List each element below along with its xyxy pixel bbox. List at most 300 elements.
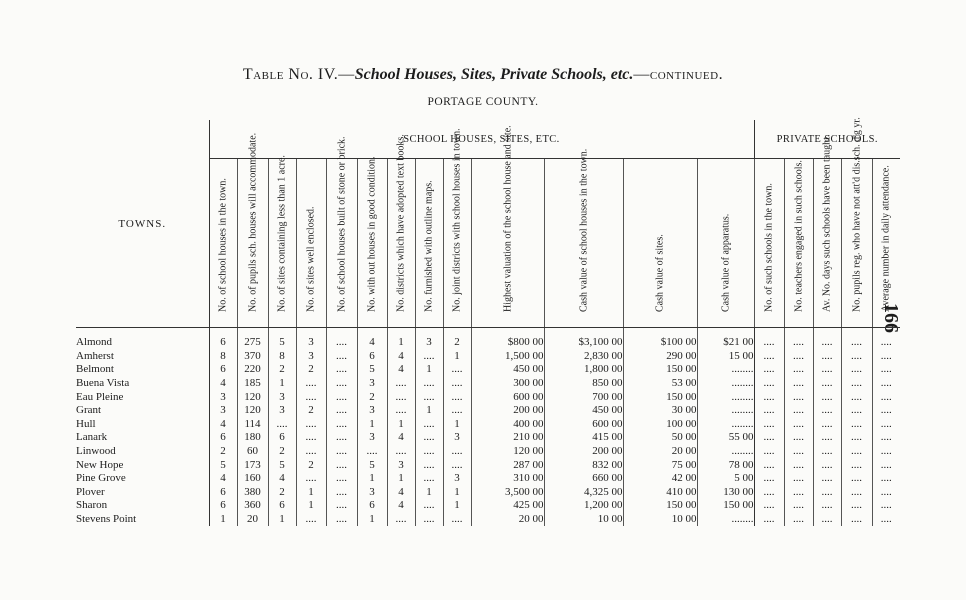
column-header [754,159,784,328]
table-cell: 1 [415,404,443,418]
table-cell: 1 [357,418,387,432]
column-header [387,134,415,328]
table-cell: .... [872,431,900,445]
column-header-label: No. of school houses built of stone or brick. [336,136,347,312]
group-header-school-houses: SCHOOL HOUSES, SITES, ETC. [209,120,754,159]
table-cell: .... [754,431,784,445]
table-cell: 832 00 [544,458,623,472]
table-row [76,445,900,459]
table-cell: .... [872,513,900,527]
column-header-label: Average number in daily attendance. [880,165,892,312]
table-cell: .... [841,377,872,391]
column-header [296,159,326,328]
table-cell: .... [326,328,357,350]
table-cell: .... [841,350,872,364]
table-cell: .... [326,486,357,500]
table-cell: 5 00 [697,472,754,486]
table-cell: .... [784,486,813,500]
table-cell: 3 [268,404,296,418]
table-row [76,390,900,404]
table-cell: .... [784,404,813,418]
table-cell: .... [813,350,841,364]
table-cell: 2 [209,445,237,459]
table-cell: 1 [296,486,326,500]
column-header-label: Cash value of apparatus. [720,213,731,312]
table-cell: .... [268,418,296,432]
table-cell: .... [813,458,841,472]
table-cell: 290 00 [623,350,697,364]
table-cell: ........ [697,377,754,391]
table-cell: .... [872,377,900,391]
table-cell: .... [296,472,326,486]
table-cell: .... [841,499,872,513]
table-cell: 210 00 [471,431,544,445]
table-cell: .... [296,377,326,391]
table-cell: 1 [387,328,415,350]
table-cell: 3 [268,390,296,404]
table-cell: .... [443,363,471,377]
table-cell: ........ [697,513,754,527]
table-cell: 3 [443,431,471,445]
table-cell: 120 [237,390,268,404]
table-cell: .... [841,390,872,404]
column-header-label: No. pupils reg. who have not att'd dis.sch. d'g yr. [851,117,862,312]
table-cell: 180 [237,431,268,445]
table-cell: 3 [357,404,387,418]
table-cell: 3 [415,328,443,350]
table-cell: $800 00 [471,328,544,350]
table-cell: 310 00 [471,472,544,486]
table-cell: 287 00 [471,458,544,472]
table-cell: .... [387,377,415,391]
table-cell: 4,325 00 [544,486,623,500]
table-cell: 1 [443,350,471,364]
table-cell: .... [872,390,900,404]
table-cell: .... [415,390,443,404]
table-cell: .... [415,513,443,527]
table-cell: 6 [209,499,237,513]
column-header [697,159,754,328]
table-cell: 1 [268,377,296,391]
table-cell: 220 [237,363,268,377]
table-cell: 100 00 [623,418,697,432]
table-cell: 6 [209,431,237,445]
table-cell: 4 [387,350,415,364]
table-cell: 8 [209,350,237,364]
table-cell: 1 [357,513,387,527]
table-cell: .... [415,445,443,459]
table-cell: 5 [357,363,387,377]
table-cell: .... [784,418,813,432]
table-row [76,486,900,500]
table-cell: 6 [357,350,387,364]
table-cell: .... [415,377,443,391]
table-cell: .... [872,350,900,364]
table-cell: .... [813,486,841,500]
table-cell: .... [813,499,841,513]
table-cell: 200 00 [544,445,623,459]
table-cell: 2 [268,486,296,500]
town-name: Almond [76,328,209,350]
table-cell: .... [326,404,357,418]
table-cell: .... [754,328,784,350]
table-cell: .... [387,404,415,418]
table-cell: 1 [443,486,471,500]
table-cell: 1,200 00 [544,499,623,513]
column-header [784,159,813,328]
title-italic: School Houses, Sites, Private Schools, etc. [354,66,634,83]
column-header [471,125,544,328]
table-cell: .... [296,445,326,459]
town-name: Sharon [76,499,209,513]
table-cell: 3 [209,404,237,418]
table-cell: .... [784,328,813,350]
column-header-label: No. with out houses in good condition. [366,156,378,312]
column-header-label: No. joint districts with school houses in town. [451,128,463,312]
table-cell: 700 00 [544,390,623,404]
table-row [76,513,900,527]
column-header-label: No. furnished with outline maps. [423,180,435,312]
table-cell: 2,830 00 [544,350,623,364]
table-cell: 1 [357,472,387,486]
table-cell: 5 [209,458,237,472]
column-header [872,159,902,333]
table-cell: 130 00 [697,486,754,500]
table-cell: .... [754,404,784,418]
table-row [76,472,900,486]
table-cell: 3 [296,328,326,350]
table-cell: .... [326,418,357,432]
table-cell: 2 [296,363,326,377]
table-cell: 55 00 [697,431,754,445]
table-cell: ........ [697,404,754,418]
table-cell: .... [813,404,841,418]
table-cell: 1 [387,472,415,486]
table-cell: 185 [237,377,268,391]
town-name: Lanark [76,431,209,445]
table-cell: .... [296,513,326,527]
table-cell: .... [326,350,357,364]
town-name: Eau Pleine [76,390,209,404]
table-row [76,499,900,513]
table-cell: .... [326,513,357,527]
table-cell: 6 [357,499,387,513]
table-cell: .... [813,390,841,404]
table-cell: 160 [237,472,268,486]
table-cell: 1 [209,513,237,527]
table-cell: .... [415,472,443,486]
table-cell: 4 [387,499,415,513]
table-cell: .... [357,445,387,459]
table-row [76,458,900,472]
table-cell: .... [326,377,357,391]
table-cell: 5 [357,458,387,472]
town-name: Plover [76,486,209,500]
table-cell: 173 [237,458,268,472]
column-header [268,155,296,328]
table-cell: .... [872,445,900,459]
table-row [76,350,900,364]
table-cell: 10 00 [544,513,623,527]
table-cell: .... [754,445,784,459]
table-cell: .... [754,499,784,513]
table-cell: .... [326,472,357,486]
table-cell: .... [296,418,326,432]
column-header-label: Highest valuation of the school house and site. [502,125,513,312]
column-header [326,136,357,328]
table-cell: 5 [268,328,296,350]
table-cell: .... [443,513,471,527]
table-cell: .... [841,458,872,472]
town-name: Amherst [76,350,209,364]
table-cell: .... [784,363,813,377]
table-cell: 2 [357,390,387,404]
table-cell: 3 [296,350,326,364]
table-cell: .... [813,431,841,445]
table-row [76,404,900,418]
table-cell: .... [813,328,841,350]
column-header-label: Cash value of sites. [654,234,666,312]
table-cell: .... [443,390,471,404]
table-cell: 4 [209,377,237,391]
town-name: Grant [76,404,209,418]
table-cell: 4 [209,472,237,486]
table-cell: 2 [268,363,296,377]
table-cell: .... [872,404,900,418]
table-row [76,431,900,445]
table-row [76,363,900,377]
table-cell: .... [754,363,784,377]
table-cell: .... [813,418,841,432]
table-cell: 2 [296,458,326,472]
table-cell: 20 00 [623,445,697,459]
table-cell: .... [443,445,471,459]
table-cell: 4 [268,472,296,486]
table-cell: 450 00 [544,404,623,418]
table-cell: .... [326,445,357,459]
table-cell: .... [784,499,813,513]
table-cell: 370 [237,350,268,364]
table-cell: 4 [387,363,415,377]
table-cell: 20 00 [471,513,544,527]
table-cell: .... [813,445,841,459]
table-cell: 53 00 [623,377,697,391]
table-cell: .... [296,431,326,445]
table-cell: .... [443,377,471,391]
table-cell: ........ [697,390,754,404]
table-cell: .... [841,472,872,486]
table-cell: 450 00 [471,363,544,377]
table-cell: .... [296,390,326,404]
table-cell: 3 [357,431,387,445]
table-cell: 4 [209,418,237,432]
table-cell: 8 [268,350,296,364]
table-cell: .... [841,418,872,432]
table-cell: .... [415,431,443,445]
table-cell: .... [784,390,813,404]
town-name: Hull [76,418,209,432]
table-cell: .... [784,350,813,364]
table-cell: 4 [357,328,387,350]
column-header-label: No. of sites containing less than 1 acre. [276,155,288,312]
table-cell: 2 [296,404,326,418]
table-cell: 1 [387,418,415,432]
table-cell: .... [872,486,900,500]
table-cell: 42 00 [623,472,697,486]
table-cell: .... [784,377,813,391]
table-cell: 114 [237,418,268,432]
table-cell: .... [326,390,357,404]
table-cell: .... [784,472,813,486]
table-cell: 3,500 00 [471,486,544,500]
table-cell: .... [754,350,784,364]
table-cell: .... [841,363,872,377]
table-cell: 300 00 [471,377,544,391]
table-cell: .... [443,404,471,418]
town-name: Linwood [76,445,209,459]
table-cell: .... [326,363,357,377]
table-cell: .... [813,363,841,377]
table-cell: ........ [697,445,754,459]
table-cell: .... [841,513,872,527]
column-header-label: No. districts which have adopted text books. [395,134,407,312]
column-header [443,128,471,328]
column-header-label: No. of pupils sch. houses will accommodate. [247,132,258,312]
table-cell: 400 00 [471,418,544,432]
table-cell: 78 00 [697,458,754,472]
table-cell: 4 [387,431,415,445]
town-name: New Hope [76,458,209,472]
table-cell: .... [415,350,443,364]
table-cell: .... [841,486,872,500]
table-cell: 1 [268,513,296,527]
table-cell: 200 00 [471,404,544,418]
table-cell: 415 00 [544,431,623,445]
table-cell: 1 [415,486,443,500]
column-header [209,159,237,328]
table-cell: .... [784,513,813,527]
title-suffix: —continued. [633,66,724,83]
table-cell: 3 [387,458,415,472]
table-cell: .... [813,472,841,486]
towns-header: TOWNS. [76,120,209,328]
table-cell: 600 00 [471,390,544,404]
table-cell: .... [813,377,841,391]
column-header [415,159,443,328]
table-cell: 425 00 [471,499,544,513]
column-header-label: No. of sites well enclosed. [305,206,317,312]
table-cell: 380 [237,486,268,500]
page-number: 166 [880,303,902,333]
town-name: Buena Vista [76,377,209,391]
table-cell: $100 00 [623,328,697,350]
table-cell: 850 00 [544,377,623,391]
town-name: Belmont [76,363,209,377]
table-cell: .... [754,377,784,391]
table-cell: .... [326,458,357,472]
table-cell: .... [841,445,872,459]
table-body [76,328,900,527]
table-cell: 75 00 [623,458,697,472]
table-cell: .... [754,390,784,404]
county-heading: PORTAGE COUNTY. [427,96,539,108]
column-header [623,159,697,328]
table-cell: 1 [296,499,326,513]
town-name: Stevens Point [76,513,209,527]
table-cell: .... [387,513,415,527]
table-cell: .... [754,472,784,486]
table-cell: .... [813,513,841,527]
table-cell: 3 [443,472,471,486]
table-cell: 360 [237,499,268,513]
table-cell: 3 [357,486,387,500]
table-cell: 275 [237,328,268,350]
table-cell: 410 00 [623,486,697,500]
table-cell: 20 [237,513,268,527]
table-row [76,418,900,432]
table-cell: .... [326,499,357,513]
table-cell: .... [784,458,813,472]
table-cell: .... [443,458,471,472]
table-cell: .... [754,486,784,500]
table-cell: 30 00 [623,404,697,418]
table-cell: 60 [237,445,268,459]
table-cell: .... [784,431,813,445]
column-header [841,117,872,328]
table-cell: 6 [209,328,237,350]
table-cell: .... [415,458,443,472]
table-cell: .... [841,404,872,418]
column-header-label: No. of such schools in the town. [763,183,775,312]
table-cell: 150 00 [623,499,697,513]
table-cell: 2 [443,328,471,350]
table-cell: 3 [209,390,237,404]
title-prefix: Table No. IV.— [242,66,355,83]
table-cell: .... [415,418,443,432]
table-cell: $3,100 00 [544,328,623,350]
table-cell: 5 [268,458,296,472]
table-cell: .... [387,390,415,404]
table-cell: 1 [415,363,443,377]
table-cell: .... [872,363,900,377]
table-cell: .... [872,328,900,350]
table-cell: ........ [697,418,754,432]
table-cell: 150 00 [623,363,697,377]
table-cell: $21 00 [697,328,754,350]
column-header [813,134,841,328]
table-cell: .... [841,431,872,445]
table-row [76,328,900,350]
table-title [0,66,966,84]
table-cell: 120 00 [471,445,544,459]
table-cell: 6 [209,486,237,500]
table-cell: .... [387,445,415,459]
table-cell: 150 00 [697,499,754,513]
table-cell: 1 [443,418,471,432]
table-cell: .... [872,472,900,486]
table-cell: 10 00 [623,513,697,527]
table-cell: .... [326,431,357,445]
column-header-label: No. of school houses in the town. [217,178,229,312]
table-cell: 4 [387,486,415,500]
table-cell: 2 [268,445,296,459]
table-cell: .... [754,513,784,527]
table-cell: 1,500 00 [471,350,544,364]
table-cell: .... [754,458,784,472]
table-cell: 150 00 [623,390,697,404]
table-cell: 15 00 [697,350,754,364]
table-row [76,377,900,391]
